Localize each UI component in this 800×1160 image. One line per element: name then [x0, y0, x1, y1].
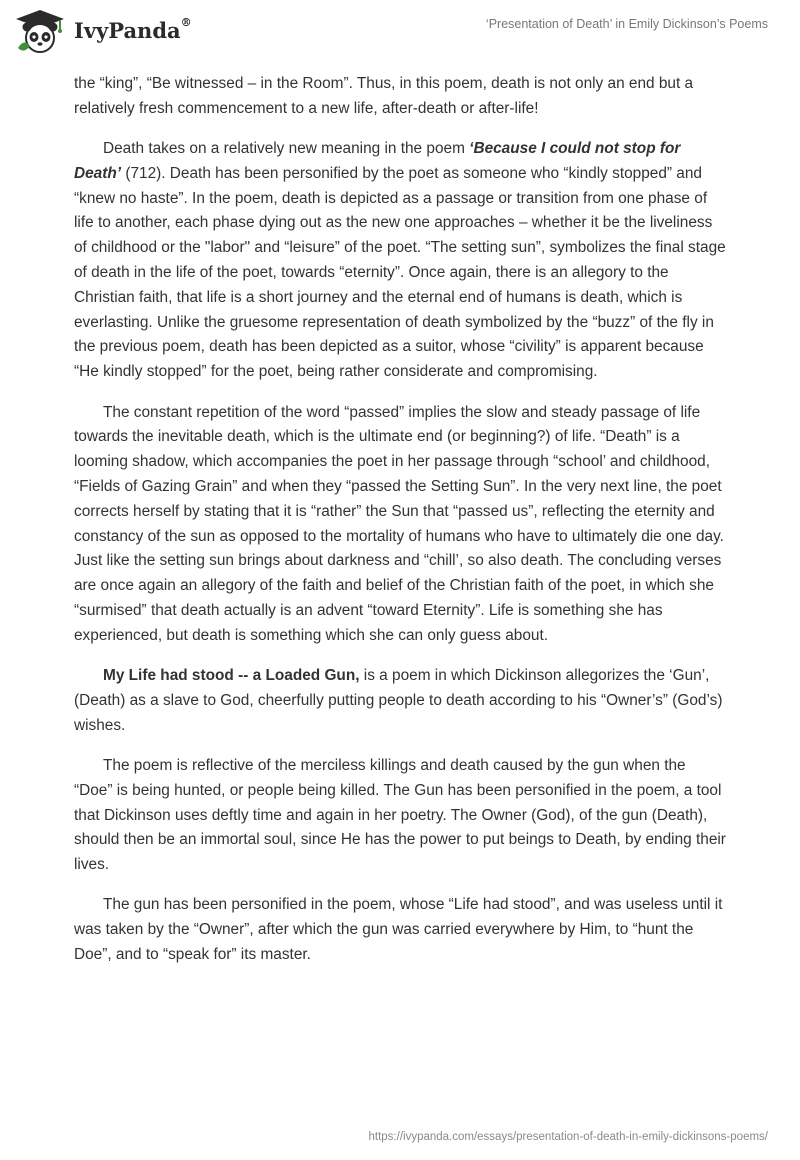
document-title: ‘Presentation of Death’ in Emily Dickinson’s Poems: [485, 17, 768, 31]
paragraph-3: The constant repetition of the word “passed” implies the slow and steady passage of life towards the inevitable death, which is the ultimate end (or beginning?) of life. “Death” is a looming shadow, which accompanies the poet in her passage through “school’ and childhood, “Fields of Gazing Grain” and when they “passed the Setting Sun”. In the very next line, the poet corrects herself by stating that it is “rather” the Sun that “passed us”, reflecting the eternity and constancy of the sun as opposed to the mortality of humans who have to ultimately die one day. Just like the setting sun brings about darkness and “chill’, so also death. The concluding verses are once again an allegory of the faith and belief of the Christian faith of the poet, in which she “surmised” that death actually is an advent “toward Eternity”. Life is something she has experienced, but death is something which she can only guess about.: [74, 403, 724, 644]
paragraph-4: [74, 664, 726, 738]
paragraph-4-body: is a poem in which Dickinson allegorizes the ‘Gun’, (Death) as a slave to God, cheerfully putting people to death according to his “Owner’s” (God’s) wishes.: [74, 667, 723, 734]
registered-mark: ®: [180, 16, 192, 29]
panda-mascot-icon: [14, 8, 66, 54]
poem-title-loaded-gun: My Life had stood -- a Loaded Gun,: [103, 667, 360, 685]
paragraph-2: [74, 137, 726, 385]
paragraph-5: The poem is reflective of the merciless killings and death caused by the gun when the “Doe” is being hunted, or people being killed. The Gun has been personified in the poem, a tool that Dickinson uses deftly time and again in her poetry. The Owner (God), of the gun (Death), should then be an immortal soul, since He has the power to put beings to Death, by ending their lives.: [74, 756, 726, 874]
source-url-link[interactable]: https://ivypanda.com/essays/presentation-of-death-in-emily-dickinsons-poems/: [368, 1131, 768, 1143]
paragraph-2-body: (712). Death has been personified by the poet as someone who “kindly stopped” and “knew no haste”. In the poem, death is depicted as a passage or transition from one phase of life to another, each phase dying out as the new one approaches – whether it be the liveliness of childhood or the "labor" and “leisure” of the poet. “The setting sun”, symbolizes the final stage of death in the life of the poet, towards “eternity”. Once again, there is an allegory to the Christian faith, that life is a short journey and the eternal end of humans is death, which is everlasting. Unlike the gruesome representation of death symbolized by the “buzz” of the fly in the previous poem, death has been depicted as a suitor, whose “civility” is apparent because “He kindly stopped” for the poet, being rather considerate and compromising.: [74, 164, 726, 381]
page-header: [0, 0, 800, 64]
paragraph-6: The gun has been personified in the poem, whose “Life had stood”, and was useless until it was taken by the “Owner”, after which the gun was carried everywhere by Him, to “hunt the Doe”, and to “speak for” its master.: [74, 896, 723, 963]
paragraph-1: the “king”, “Be witnessed – in the Room”. Thus, in this poem, death is not only an end but a relatively fresh commencement to a new life, after-death or after-life!: [74, 75, 694, 117]
poem-title-because-i-could-not-stop: ‘Because I could not stop for Death’: [74, 140, 681, 182]
logo-name: IvyPanda: [74, 18, 181, 43]
logo-wordmark: [74, 18, 192, 43]
essay-body: [74, 72, 726, 983]
paragraph-2-intro: Death takes on a relatively new meaning in the poem: [103, 140, 470, 158]
ivypanda-logo[interactable]: [14, 8, 192, 56]
